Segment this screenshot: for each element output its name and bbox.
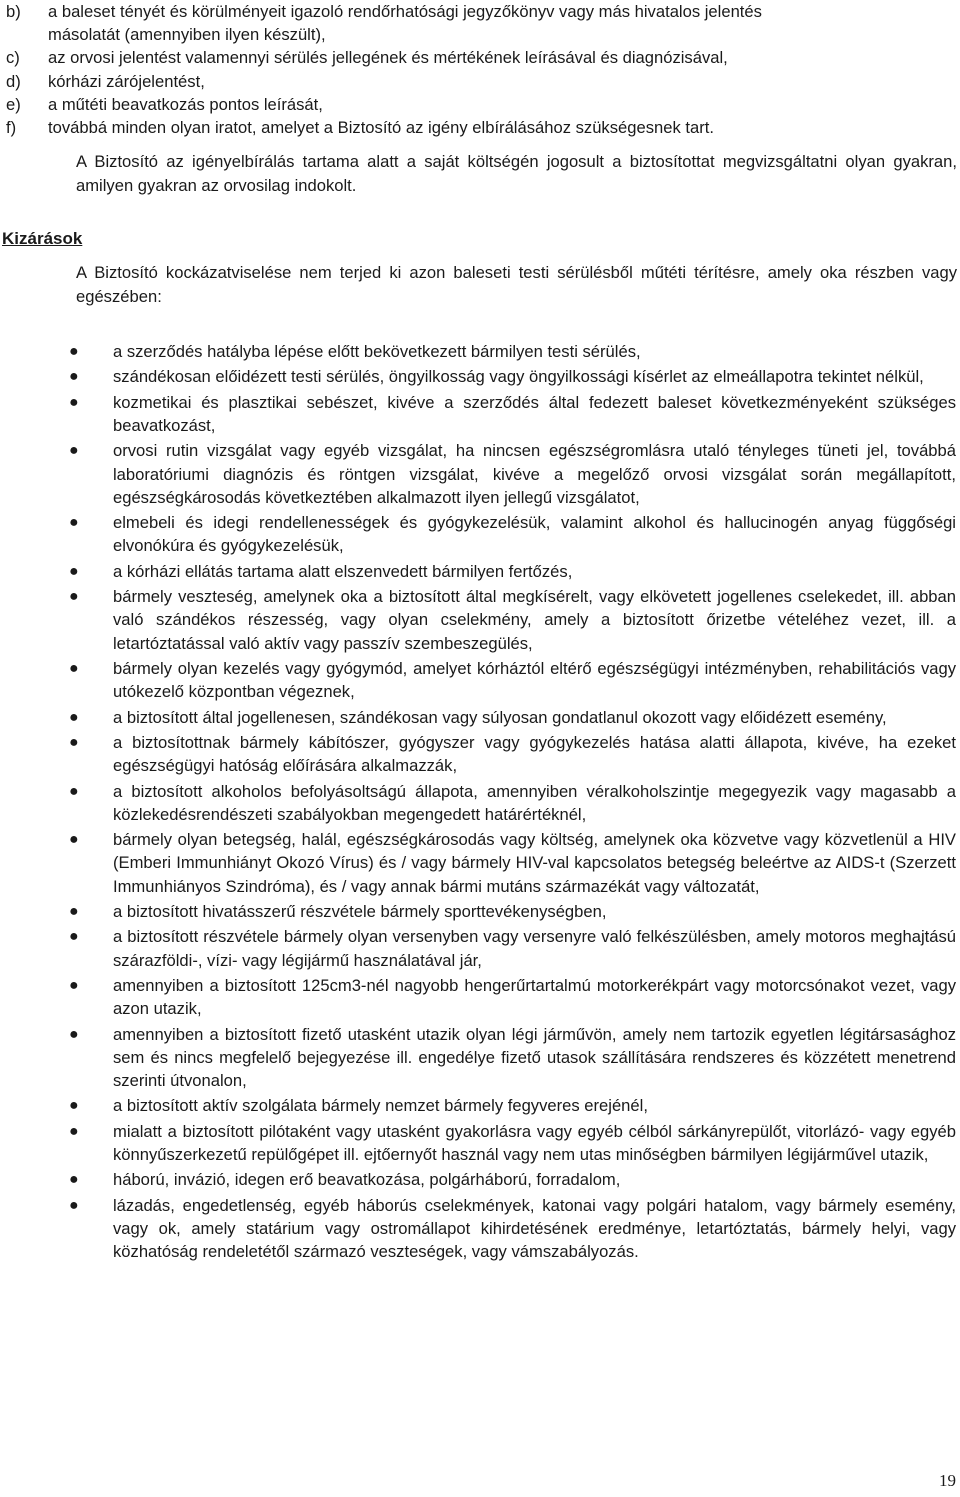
bullet-icon: ● <box>69 1025 79 1043</box>
bullet-icon: ● <box>69 708 79 726</box>
exclusion-text: a biztosított aktív szolgálata bármely nemzet bármely fegyveres erejénél, <box>113 1096 648 1116</box>
bullet-icon: ● <box>69 1171 79 1189</box>
exclusion-text: bármely olyan betegség, halál, egészségkárosodás vagy költség, amelynek oka közvetve vagy közvetlenül a HIV (Emberi Immunhiányt Okozó Vírus) és / vagy bármely HIV-val kapcsolatos betegség beleértve az AIDS-t (Szerzett Immunhiányos Szindróma), és / vagy annak bármi mutáns származékát vagy változatát, <box>113 830 956 896</box>
exclusion-text: mialatt a biztosított pilótaként vagy utasként gyakorlásra vagy egyéb célból sárkányrepülőt, vitorlázó- vagy egyéb könnyűszerkezetű repülőgépet ill. ejtőernyőt használ vagy nem utas minőségben bármilyen légijárművel utazik, <box>113 1121 956 1164</box>
exclusion-text: háború, invázió, idegen erő beavatkozása, polgárháború, forradalom, <box>113 1170 621 1190</box>
exclusion-text: bármely olyan kezelés vagy gyógymód, amelyet kórháztól eltérő egészségügyi intézményben, rehabilitációs vagy utókezelő központban végeznek, <box>113 658 956 702</box>
exclusion-item <box>0 706 960 729</box>
exclusion-item <box>0 828 960 898</box>
exclusion-text: a biztosított által jogellenesen, szándékosan vagy súlyosan gondatlanul okozott vagy előidézett esemény, <box>113 707 887 727</box>
exclusion-text: a biztosított hivatásszerű részvétele bármely sporttevékenységben, <box>113 901 607 921</box>
bullet-icon: ● <box>69 514 79 532</box>
exclusion-item <box>0 731 960 777</box>
section-heading-exclusions: Kizárások <box>2 229 83 248</box>
list-line: kórházi zárójelentést, <box>48 72 205 91</box>
examination-paragraph: A Biztosító az igényelbírálás tartama alatt a saját költségén jogosult a biztosítottat megvizsgáltatni olyan gyakran, amilyen gyakran az orvosilag indokolt. <box>76 152 957 195</box>
bullet-icon: ● <box>69 1097 79 1115</box>
list-line: az orvosi jelentést valamennyi sérülés jellegének és mértékének leírásával és diagnózisával, <box>48 48 728 67</box>
exclusion-text: a szerződés hatályba lépése előtt bekövetkezett bármilyen testi sérülés, <box>113 342 641 361</box>
exclusion-text: elmebeli és idegi rendellenességek és gyógykezelésük, valamint alkohol és hallucinogén anyag függőségi elvonókúra és gyógykezelésük, <box>113 513 956 556</box>
exclusion-item <box>0 1168 960 1191</box>
list-text <box>48 70 956 93</box>
exclusion-text: bármely veszteség, amelynek oka a biztosított által megkísérelt, vagy elkövetett jogellenes cselekedet, ill. abban való szándékos részesség, vagy olyan cselekmény, amely a biztosított őrizetbe vételéhez vezet, ill. a letartóztatással való aktív vagy passzív szembeszegülés, <box>113 587 956 653</box>
bullet-icon: ● <box>69 562 79 580</box>
exclusion-item <box>0 1023 960 1093</box>
list-letter: b) <box>6 2 21 21</box>
list-text <box>48 116 956 139</box>
exclusion-item <box>0 560 960 583</box>
exclusion-item <box>0 391 960 437</box>
exclusion-item <box>0 340 960 363</box>
bullet-icon: ● <box>69 368 79 386</box>
list-line: másolatát (amennyiben ilyen készült), <box>48 25 326 44</box>
bullet-icon: ● <box>69 343 79 360</box>
list-letter: c) <box>6 48 20 67</box>
exclusion-text: a biztosítottnak bármely kábítószer, gyógyszer vagy gyógykezelés hatása alatti állapota, kivéve, ha ezeket egészségügyi hatóság előírására alkalmazzák, <box>113 732 956 776</box>
exclusion-item <box>0 925 960 971</box>
exclusion-item <box>0 974 960 1020</box>
list-letter: f) <box>6 118 17 137</box>
list-text <box>48 93 956 116</box>
exclusion-item <box>0 585 960 655</box>
exclusion-item <box>0 657 960 703</box>
bullet-icon: ● <box>69 976 79 994</box>
list-text <box>48 46 956 69</box>
exclusion-item <box>0 900 960 923</box>
bullet-icon: ● <box>69 782 79 800</box>
exclusion-item <box>0 1094 960 1117</box>
exclusion-text: lázadás, engedetlenség, egyéb háborús cselekmények, katonai vagy polgári hatalom, vagy bármely esemény, vagy ok, amely statárium vagy ostromállapot kihirdetésének eredménye, letartóztatás, bármely helyi, vagy közhatóság rendeletétől származó veszteségek, vagy vámszabályozás. <box>113 1195 956 1262</box>
bullet-icon: ● <box>69 928 79 946</box>
list-line: a baleset tényét és körülményeit igazoló rendőrhatósági jegyzőkönyv vagy más hivatalos jelentés <box>48 2 762 21</box>
exclusion-text: a kórházi ellátás tartama alatt elszenvedett bármilyen fertőzés, <box>113 561 573 581</box>
page-number: 19 <box>939 1471 956 1490</box>
exclusion-item <box>0 365 960 388</box>
bullet-icon: ● <box>69 1196 79 1214</box>
bullet-icon: ● <box>69 1122 79 1140</box>
list-line: továbbá minden olyan iratot, amelyet a Biztosító az igény elbírálásához szükségesnek tart. <box>48 118 714 137</box>
exclusion-item <box>0 511 960 557</box>
bullet-icon: ● <box>69 393 79 411</box>
bullet-icon: ● <box>69 733 79 751</box>
exclusion-text: a biztosított alkoholos befolyásoltságú állapota, amennyiben véralkoholszintje megegyezik vagy magasabb a közlekedésrendészeti szabályokban megengedett határértéknél, <box>113 781 956 824</box>
bullet-icon: ● <box>69 588 79 606</box>
exclusions-list <box>0 340 960 1265</box>
bullet-icon: ● <box>69 442 79 460</box>
exclusion-item <box>0 1120 960 1166</box>
exclusion-text: kozmetikai és plasztikai sebészet, kivéve a szerződés által fedezett baleset következményeként szükséges beavatkozást, <box>113 392 956 435</box>
bullet-icon: ● <box>69 831 79 849</box>
exclusion-text: orvosi rutin vizsgálat vagy egyéb vizsgálat, ha nincsen egészségromlásra utaló tényleges tüneti jel, továbbá laboratóriumi diagnózis és röntgen vizsgálat, kivéve a megelőző orvosi vizsgálat során megállapított, egészségkárosodás következtében alkalmazott ilyen jellegű vizsgálatot, <box>113 441 956 507</box>
exclusion-item <box>0 780 960 826</box>
exclusion-item <box>0 1194 960 1264</box>
list-text <box>48 0 956 46</box>
list-letter: d) <box>6 72 21 91</box>
bullet-icon: ● <box>69 659 79 677</box>
bullet-icon: ● <box>69 902 79 920</box>
exclusion-text: szándékosan előidézett testi sérülés, öngyilkosság vagy öngyilkossági kísérlet az elmeállapotra tekintet nélkül, <box>113 367 924 387</box>
exclusion-text: amennyiben a biztosított fizető utasként utazik olyan légi járművön, amely nem tartozik egyetlen légitársasághoz sem és nincs megfelelő bejegyezése ill. engedélye fizető utasok szállítására rendszeres és közzétett menetrend szerinti útvonalon, <box>113 1024 956 1090</box>
list-letter: e) <box>6 95 21 114</box>
exclusion-text: a biztosított részvétele bármely olyan versenyben vagy versenyre való felkészülésben, amely motoros meghajtású szárazföldi-, vízi- vagy légijármű használatával jár, <box>113 927 956 970</box>
exclusion-text: amennyiben a biztosított 125cm3-nél nagyobb hengerűrtartalmú motorkerékpárt vagy motorcsónakot vezet, vagy azon utazik, <box>113 975 956 1019</box>
list-line: a műtéti beavatkozás pontos leírását, <box>48 95 323 114</box>
exclusions-intro-paragraph: A Biztosító kockázatviselése nem terjed ki azon baleseti testi sérülésből műtéti térítésre, amely oka részben vagy egészében: <box>76 263 957 306</box>
exclusion-item <box>0 439 960 509</box>
